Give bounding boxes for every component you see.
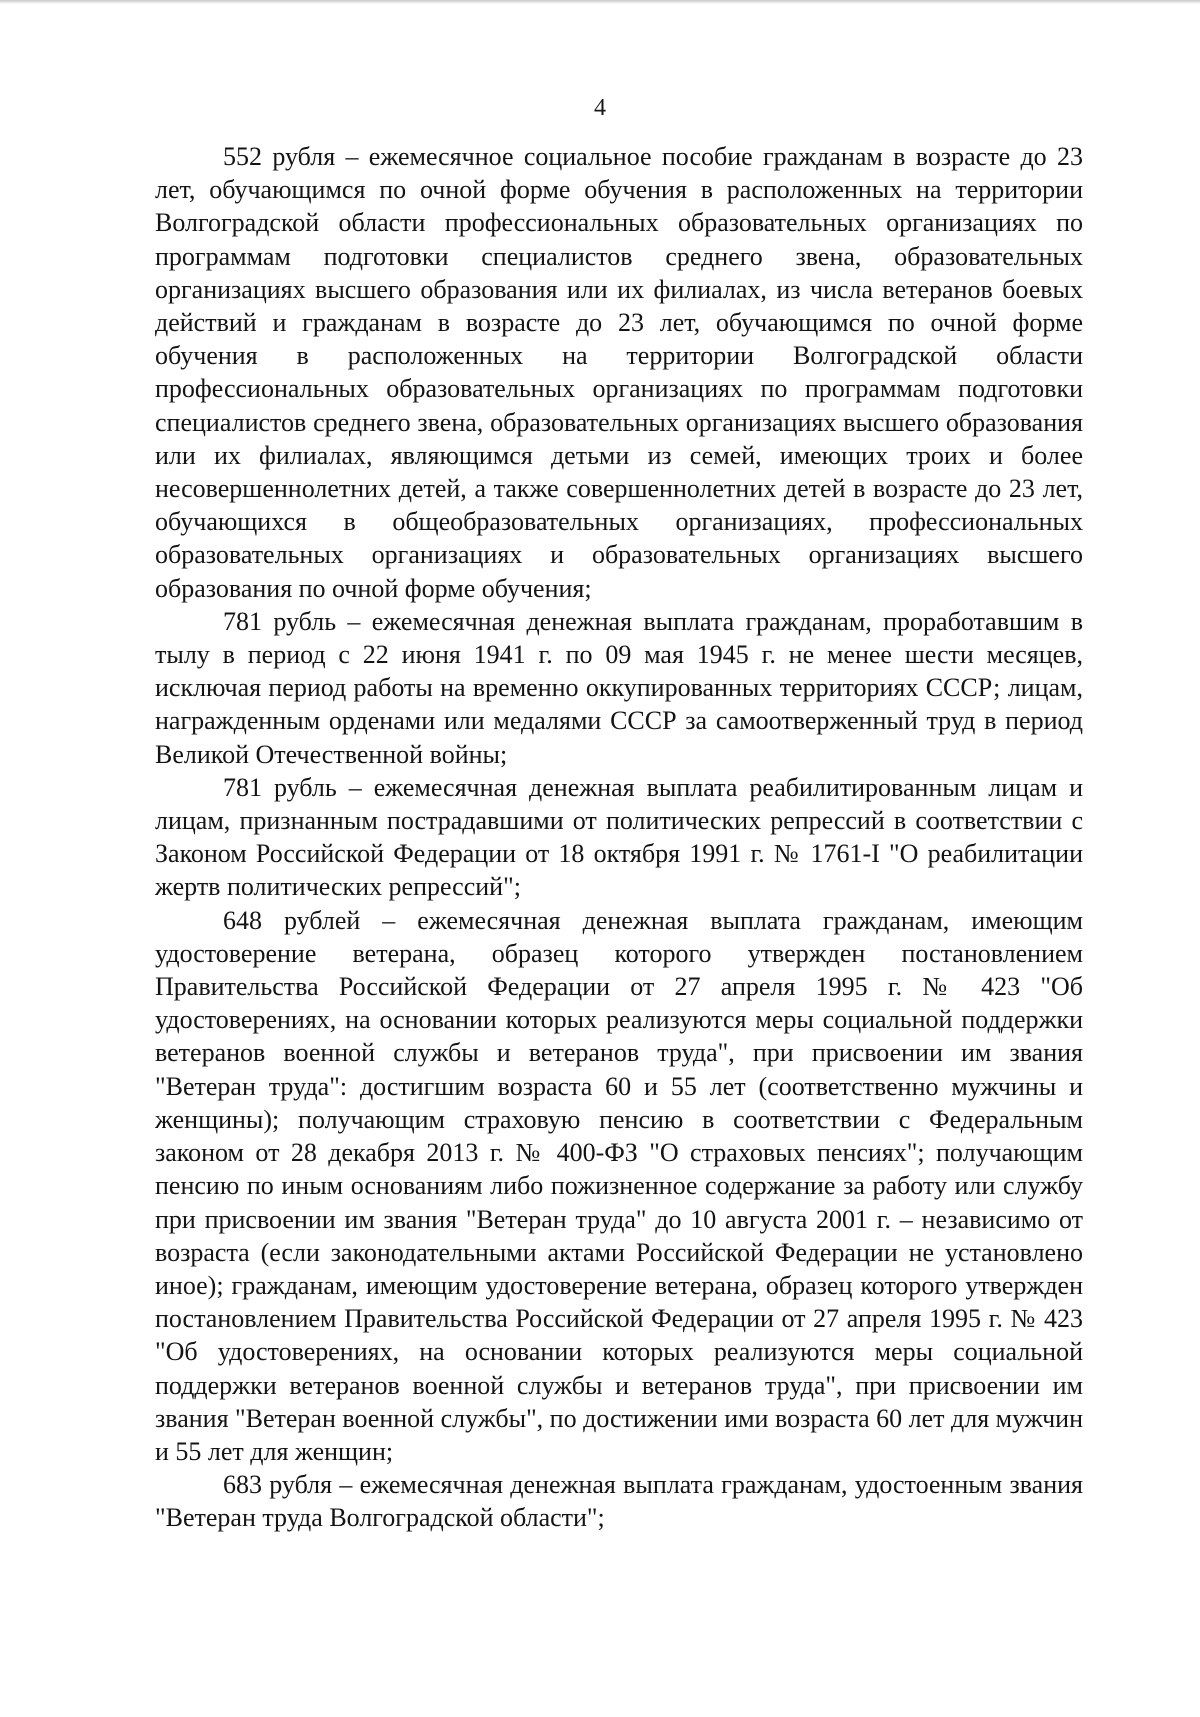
page-number: 4 bbox=[594, 95, 606, 121]
document-body bbox=[155, 140, 1083, 1535]
paragraph-payment-648-labor-veteran: 648 рублей – ежемесячная денежная выплата гражданам, имеющим удостоверение ветерана, образец которого утвержден постановлением Правительства Российской Федерации от 27 апреля 1995 г. № 423 "Об удостоверениях, на основании которых реализуются меры социальной поддержки ветеранов военной службы и ветеранов труда", при присвоении им звания "Ветеран труда": достигшим возраста 60 и 55 лет (соответственно мужчины и женщины); получающим страховую пенсию в соответствии с Федеральным законом от 28 декабря 2013 г. № 400-ФЗ "О страховых пенсиях"; получающим пенсию по иным основаниям либо пожизненное содержание за работу или службу при присвоении им звания "Ветеран труда" до 10 августа 2001 г. – независимо от возраста (если законодательными актами Российской Федерации не установлено иное); гражданам, имеющим удостоверение ветерана, образец которого утвержден постановлением Правительства Российской Федерации от 27 апреля 1995 г. № 423 "Об удостоверениях, на основании которых реализуются меры социальной поддержки ветеранов военной службы и ветеранов труда", при присвоении им звания "Ветеран военной службы", по достижении ими возраста 60 лет для мужчин и 55 лет для женщин; bbox=[155, 905, 1084, 1466]
scan-edge bbox=[0, 0, 1200, 4]
paragraph-payment-781-rehabilitated: 781 рубль – ежемесячная денежная выплата реабилитированным лицам и лицам, признанным пострадавшими от политических репрессий в соответствии с Законом Российской Федерации от 18 октября 1991 г. № 1761-I "О реабилитации жертв политических репрессий"; bbox=[155, 772, 1083, 902]
paragraph-payment-683-volgograd-veteran: 683 рубля – ежемесячная денежная выплата гражданам, удостоенным звания "Ветеран труда Волгоградской области"; bbox=[155, 1470, 1083, 1533]
paragraph-allowance-552: 552 рубля – ежемесячное социальное пособие гражданам в возрасте до 23 лет, обучающимся по очной форме обучения в расположенных на территории Волгоградской области профессиональных образовательных организациях по программам подготовки специалистов среднего звена, образовательных организациях высшего образования или их филиалах, из числа ветеранов боевых действий и гражданам в возрасте до 23 лет, обучающимся по очной форме обучения в расположенных на территории Волгоградской области профессиональных образовательных организациях по программам подготовки специалистов среднего звена, образовательных организациях высшего образования или их филиалах, являющимся детьми из семей, имеющих троих и более несовершеннолетних детей, а также совершеннолетних детей в возрасте до 23 лет, обучающихся в общеобразовательных организациях, профессиональных образовательных организациях и образовательных организациях высшего образования по очной форме обучения; bbox=[155, 142, 1083, 603]
paragraph-payment-781-home-front: 781 рубль – ежемесячная денежная выплата гражданам, проработавшим в тылу в период с 22 июня 1941 г. по 09 мая 1945 г. не менее шести месяцев, исключая период работы на временно оккупированных территориях СССР; лицам, награжденным орденами или медалями СССР за самоотверженный труд в период Великой Отечественной войны; bbox=[155, 606, 1083, 769]
